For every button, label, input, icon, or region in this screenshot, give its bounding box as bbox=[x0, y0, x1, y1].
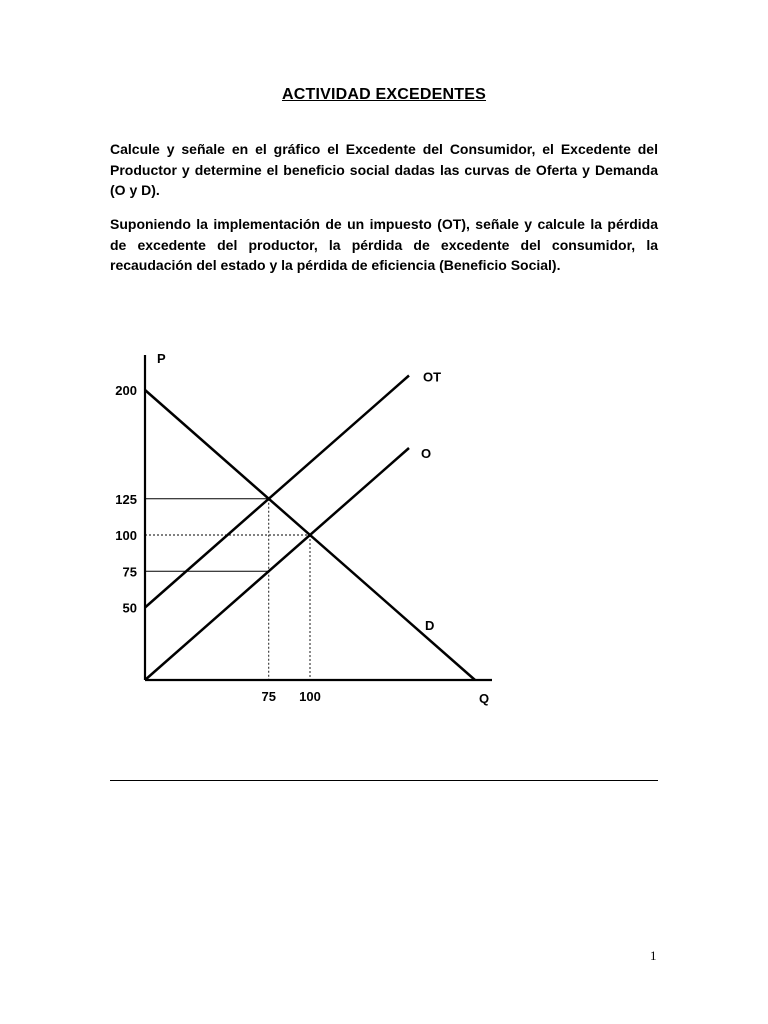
y-axis-title: P bbox=[157, 351, 166, 366]
y-tick-label-200: 200 bbox=[115, 383, 137, 398]
series-label-ot: OT bbox=[423, 369, 442, 385]
page-title: ACTIVIDAD EXCEDENTES bbox=[281, 86, 487, 103]
horizontal-rule bbox=[110, 780, 658, 781]
chart-series bbox=[145, 376, 475, 681]
guide-lines bbox=[145, 499, 310, 680]
series-line-o bbox=[145, 448, 409, 680]
page-number: 1 bbox=[650, 948, 657, 963]
y-tick-label-100: 100 bbox=[115, 528, 137, 543]
x-tick-label-100: 100 bbox=[299, 689, 321, 704]
instructions-paragraph: Calcule y señale en el gráfico el Excedente del Consumidor, el Excedente del Productor y determine el beneficio social dadas las curvas de Oferta y Demanda (O y D). bbox=[110, 141, 658, 198]
series-label-d: D bbox=[425, 618, 435, 633]
tax-instructions-paragraph: Suponiendo la implementación de un impuesto (OT), señale y calcule la pérdida de excedente del productor, la pérdida de excedente del consumidor, la recaudación del estado y la pérdida de eficiencia (Beneficio Social). bbox=[110, 216, 658, 273]
y-tick-label-50: 50 bbox=[122, 600, 137, 616]
chart-axes bbox=[145, 355, 492, 680]
y-tick-label-75: 75 bbox=[122, 564, 137, 580]
series-label-o: O bbox=[421, 446, 432, 461]
x-axis-title: Q bbox=[479, 691, 490, 706]
series-line-ot bbox=[145, 376, 409, 608]
y-tick-label-125: 125 bbox=[115, 491, 137, 507]
x-tick-label-75: 75 bbox=[261, 689, 276, 704]
